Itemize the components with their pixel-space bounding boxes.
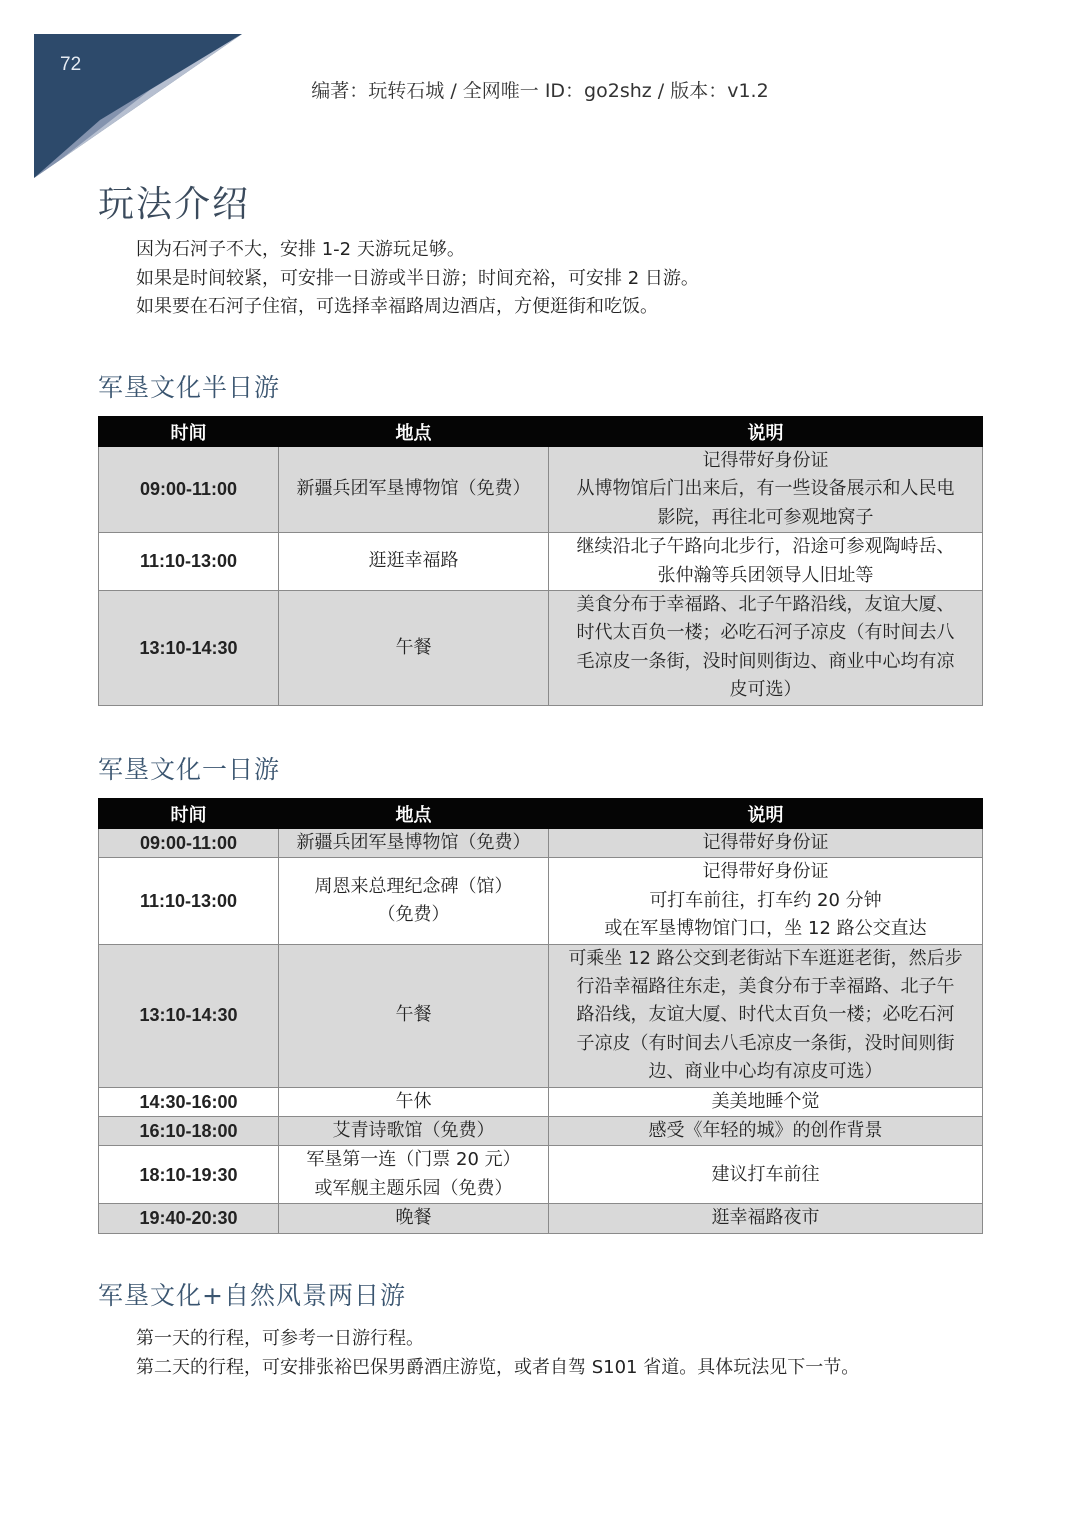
place-line: 晚餐 bbox=[395, 1207, 432, 1229]
two-day-paragraph bbox=[136, 1324, 859, 1382]
place-cell bbox=[279, 829, 549, 858]
place-line: 逛逛幸福路 bbox=[368, 550, 459, 572]
column-header-place: 地点 bbox=[279, 799, 549, 829]
place-line: 午休 bbox=[395, 1090, 432, 1112]
place-line: 或军舰主题乐园（免费） bbox=[314, 1177, 513, 1199]
note-line: 建议打车前往 bbox=[711, 1163, 820, 1185]
table-row bbox=[99, 447, 983, 533]
note-line: 路沿线，友谊大厦、时代太百负一楼；必吃石河 bbox=[576, 1004, 955, 1026]
note-line: 时代太百负一楼；必吃石河子凉皮（有时间去八 bbox=[576, 622, 955, 644]
note-line: 逛幸福路夜市 bbox=[711, 1207, 820, 1229]
place-cell bbox=[279, 533, 549, 591]
table-header-row bbox=[99, 799, 983, 829]
column-header-place: 地点 bbox=[279, 417, 549, 447]
place-cell bbox=[279, 1204, 549, 1233]
place-cell bbox=[279, 944, 549, 1087]
note-line: 可打车前往，打车约 20 分钟 bbox=[649, 889, 882, 911]
note-line: 皮可选） bbox=[729, 679, 802, 701]
time-cell: 16:10-18:00 bbox=[99, 1117, 279, 1146]
note-line: 美美地睡个觉 bbox=[711, 1090, 820, 1112]
note-cell bbox=[549, 1087, 983, 1116]
table-row bbox=[99, 858, 983, 944]
place-cell bbox=[279, 591, 549, 706]
note-cell bbox=[549, 944, 983, 1087]
column-header-time: 时间 bbox=[99, 417, 279, 447]
note-line: 或在军垦博物馆门口，坐 12 路公交直达 bbox=[604, 918, 927, 940]
page-title: 玩法介绍 bbox=[98, 184, 251, 225]
place-line: 新疆兵团军垦博物馆（免费） bbox=[296, 832, 531, 853]
section-title-one-day: 军垦文化一日游 bbox=[98, 755, 281, 784]
note-cell bbox=[549, 1146, 983, 1204]
one-day-table bbox=[98, 798, 983, 1234]
note-line: 美食分布于幸福路、北子午路沿线，友谊大厦、 bbox=[576, 594, 955, 616]
time-cell: 18:10-19:30 bbox=[99, 1146, 279, 1204]
time-cell: 13:10-14:30 bbox=[99, 591, 279, 706]
page-number: 72 bbox=[60, 54, 82, 75]
note-cell bbox=[549, 829, 983, 858]
table-row bbox=[99, 1117, 983, 1146]
intro-paragraph bbox=[136, 236, 699, 322]
note-cell bbox=[549, 858, 983, 944]
note-line: 从博物馆后门出来后，有一些设备展示和人民电 bbox=[576, 478, 955, 500]
note-cell bbox=[549, 1204, 983, 1233]
note-line: 感受《年轻的城》的创作背景 bbox=[648, 1120, 883, 1142]
note-line: 边、商业中心均有凉皮可选） bbox=[648, 1061, 883, 1083]
note-cell bbox=[549, 591, 983, 706]
note-line: 继续沿北子午路向北步行，沿途可参观陶峙岳、 bbox=[576, 536, 955, 558]
table-header-row bbox=[99, 417, 983, 447]
column-header-note: 说明 bbox=[549, 417, 983, 447]
note-line: 记得带好身份证 bbox=[702, 832, 829, 853]
table-row bbox=[99, 1087, 983, 1116]
place-cell bbox=[279, 1087, 549, 1116]
time-cell: 09:00-11:00 bbox=[99, 447, 279, 533]
half-day-table bbox=[98, 416, 983, 706]
note-line: 影院，再往北可参观地窝子 bbox=[657, 506, 874, 528]
time-cell: 19:40-20:30 bbox=[99, 1204, 279, 1233]
place-cell bbox=[279, 858, 549, 944]
note-line: 可乘坐 12 路公交到老街站下车逛逛老街，然后步 bbox=[568, 947, 963, 969]
time-cell: 09:00-11:00 bbox=[99, 829, 279, 858]
intro-line: 如果是时间较紧，可安排一日游或半日游；时间充裕，可安排 2 日游。 bbox=[136, 267, 699, 289]
section-title-two-day: 军垦文化+自然风景两日游 bbox=[98, 1281, 406, 1310]
note-cell bbox=[549, 447, 983, 533]
section-title-half-day: 军垦文化半日游 bbox=[98, 373, 281, 402]
place-cell bbox=[279, 1146, 549, 1204]
place-line: 午餐 bbox=[395, 636, 432, 658]
table-row bbox=[99, 533, 983, 591]
note-cell bbox=[549, 533, 983, 591]
column-header-time: 时间 bbox=[99, 799, 279, 829]
note-line: 张仲瀚等兵团领导人旧址等 bbox=[657, 564, 874, 586]
paragraph-line: 第一天的行程，可参考一日游行程。 bbox=[136, 1328, 424, 1349]
place-line: 周恩来总理纪念碑（馆） bbox=[314, 875, 513, 897]
place-line: （免费） bbox=[377, 904, 450, 926]
note-line: 子凉皮（有时间去八毛凉皮一条街，没时间则街 bbox=[576, 1032, 955, 1054]
time-cell: 14:30-16:00 bbox=[99, 1087, 279, 1116]
note-line: 记得带好身份证 bbox=[702, 861, 829, 883]
table-row bbox=[99, 944, 983, 1087]
place-cell bbox=[279, 1117, 549, 1146]
place-cell bbox=[279, 447, 549, 533]
intro-line: 因为石河子不大，安排 1-2 天游玩足够。 bbox=[136, 239, 465, 260]
column-header-note: 说明 bbox=[549, 799, 983, 829]
table-row bbox=[99, 1204, 983, 1233]
note-line: 毛凉皮一条街，没时间则街边、商业中心均有凉 bbox=[576, 650, 955, 672]
table-row bbox=[99, 1146, 983, 1204]
table-row bbox=[99, 591, 983, 706]
place-line: 午餐 bbox=[395, 1004, 432, 1026]
time-cell: 11:10-13:00 bbox=[99, 858, 279, 944]
paragraph-line: 第二天的行程，可安排张裕巴保男爵酒庄游览，或者自驾 S101 省道。具体玩法见下一节。 bbox=[136, 1357, 860, 1378]
place-line: 军垦第一连（门票 20 元） bbox=[306, 1149, 521, 1171]
note-cell bbox=[549, 1117, 983, 1146]
place-line: 艾青诗歌馆（免费） bbox=[332, 1120, 495, 1142]
place-line: 新疆兵团军垦博物馆（免费） bbox=[296, 478, 531, 500]
intro-line: 如果要在石河子住宿，可选择幸福路周边酒店，方便逛街和吃饭。 bbox=[136, 296, 658, 317]
note-line: 行沿幸福路往东走，美食分布于幸福路、北子午 bbox=[576, 976, 955, 998]
time-cell: 13:10-14:30 bbox=[99, 944, 279, 1087]
time-cell: 11:10-13:00 bbox=[99, 533, 279, 591]
document-header: 编著：玩转石城 / 全网唯一 ID：go2shz / 版本：v1.2 bbox=[311, 80, 769, 102]
note-line: 记得带好身份证 bbox=[702, 450, 829, 471]
table-row bbox=[99, 829, 983, 858]
